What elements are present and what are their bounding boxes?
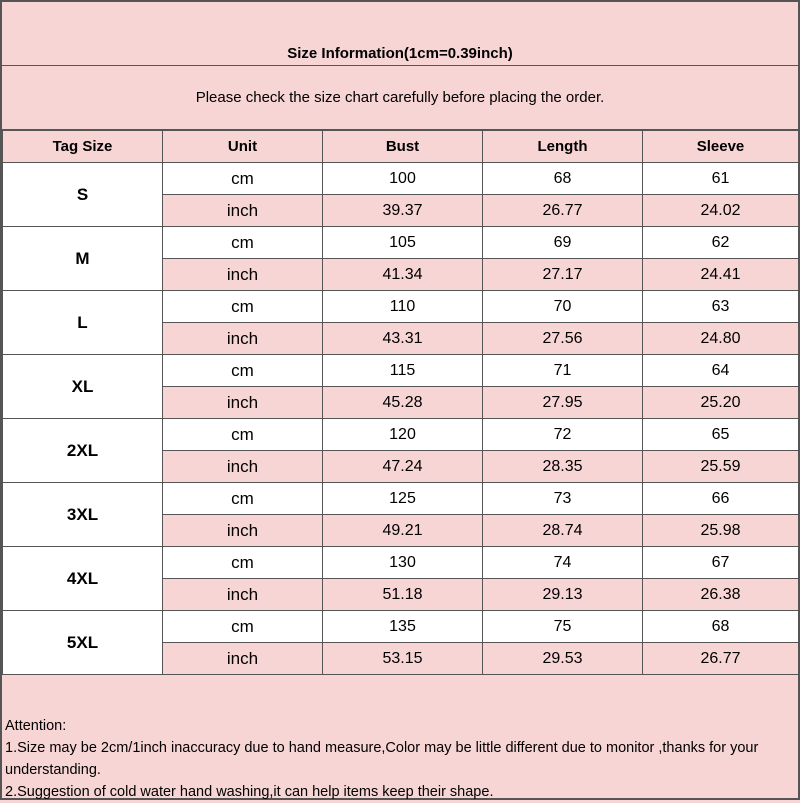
bust-cell: 135 <box>323 611 483 643</box>
bust-cell: 49.21 <box>323 515 483 547</box>
length-cell: 73 <box>483 483 643 515</box>
bust-cell: 45.28 <box>323 387 483 419</box>
length-cell: 71 <box>483 355 643 387</box>
sleeve-cell: 26.77 <box>643 643 799 675</box>
sleeve-cell: 68 <box>643 611 799 643</box>
length-cell: 27.56 <box>483 323 643 355</box>
bust-cell: 115 <box>323 355 483 387</box>
sleeve-cell: 25.59 <box>643 451 799 483</box>
header-tag-size: Tag Size <box>3 131 163 163</box>
unit-cell: cm <box>163 483 323 515</box>
unit-cell: cm <box>163 163 323 195</box>
bust-cell: 105 <box>323 227 483 259</box>
length-cell: 28.35 <box>483 451 643 483</box>
unit-cell: inch <box>163 515 323 547</box>
sleeve-cell: 66 <box>643 483 799 515</box>
table-row <box>3 547 799 579</box>
bust-cell: 43.31 <box>323 323 483 355</box>
bust-cell: 100 <box>323 163 483 195</box>
table-row <box>3 355 799 387</box>
length-cell: 27.17 <box>483 259 643 291</box>
header-unit: Unit <box>163 131 323 163</box>
unit-cell: inch <box>163 387 323 419</box>
chart-title: Size Information(1cm=0.39inch) <box>2 2 798 66</box>
header-bust: Bust <box>323 131 483 163</box>
tag-size-cell: L <box>3 291 163 355</box>
length-cell: 68 <box>483 163 643 195</box>
unit-cell: cm <box>163 291 323 323</box>
size-table-body <box>3 163 799 675</box>
unit-cell: inch <box>163 451 323 483</box>
sleeve-cell: 26.38 <box>643 579 799 611</box>
tag-size-cell: 5XL <box>3 611 163 675</box>
tag-size-cell: 3XL <box>3 483 163 547</box>
sleeve-cell: 62 <box>643 227 799 259</box>
unit-cell: inch <box>163 643 323 675</box>
sleeve-cell: 61 <box>643 163 799 195</box>
tag-size-cell: XL <box>3 355 163 419</box>
table-row <box>3 227 799 259</box>
length-cell: 29.13 <box>483 579 643 611</box>
bust-cell: 51.18 <box>323 579 483 611</box>
attention-line-1: 1.Size may be 2cm/1inch inaccuracy due to hand measure,Color may be little different due to monitor ,thanks for your understanding. <box>5 740 759 778</box>
bust-cell: 41.34 <box>323 259 483 291</box>
tag-size-cell: 4XL <box>3 547 163 611</box>
bust-cell: 120 <box>323 419 483 451</box>
table-row <box>3 419 799 451</box>
table-row <box>3 483 799 515</box>
attention-notes <box>5 715 795 803</box>
unit-cell: cm <box>163 547 323 579</box>
header-row <box>3 131 799 163</box>
header-sleeve: Sleeve <box>643 131 799 163</box>
tag-size-cell: M <box>3 227 163 291</box>
bust-cell: 47.24 <box>323 451 483 483</box>
sleeve-cell: 64 <box>643 355 799 387</box>
tag-size-cell: 2XL <box>3 419 163 483</box>
sleeve-cell: 67 <box>643 547 799 579</box>
sleeve-cell: 24.80 <box>643 323 799 355</box>
length-cell: 72 <box>483 419 643 451</box>
bust-cell: 53.15 <box>323 643 483 675</box>
length-cell: 69 <box>483 227 643 259</box>
sleeve-cell: 25.98 <box>643 515 799 547</box>
unit-cell: inch <box>163 259 323 291</box>
bust-cell: 130 <box>323 547 483 579</box>
unit-cell: inch <box>163 323 323 355</box>
length-cell: 27.95 <box>483 387 643 419</box>
sleeve-cell: 24.02 <box>643 195 799 227</box>
unit-cell: cm <box>163 227 323 259</box>
sleeve-cell: 25.20 <box>643 387 799 419</box>
table-row <box>3 611 799 643</box>
notice-text: Please check the size chart carefully before placing the order. <box>2 66 798 130</box>
attention-line-2: 2.Suggestion of cold water hand washing,it can help items keep their shape. <box>5 784 494 800</box>
unit-cell: cm <box>163 611 323 643</box>
sleeve-cell: 63 <box>643 291 799 323</box>
bust-cell: 110 <box>323 291 483 323</box>
table-row <box>3 291 799 323</box>
length-cell: 74 <box>483 547 643 579</box>
length-cell: 28.74 <box>483 515 643 547</box>
length-cell: 29.53 <box>483 643 643 675</box>
tag-size-cell: S <box>3 163 163 227</box>
sleeve-cell: 65 <box>643 419 799 451</box>
header-length: Length <box>483 131 643 163</box>
unit-cell: cm <box>163 355 323 387</box>
unit-cell: inch <box>163 579 323 611</box>
attention-heading: Attention: <box>5 718 67 734</box>
unit-cell: inch <box>163 195 323 227</box>
unit-cell: cm <box>163 419 323 451</box>
bust-cell: 125 <box>323 483 483 515</box>
sleeve-cell: 24.41 <box>643 259 799 291</box>
bust-cell: 39.37 <box>323 195 483 227</box>
size-table <box>2 130 799 675</box>
length-cell: 26.77 <box>483 195 643 227</box>
table-row <box>3 163 799 195</box>
length-cell: 70 <box>483 291 643 323</box>
length-cell: 75 <box>483 611 643 643</box>
